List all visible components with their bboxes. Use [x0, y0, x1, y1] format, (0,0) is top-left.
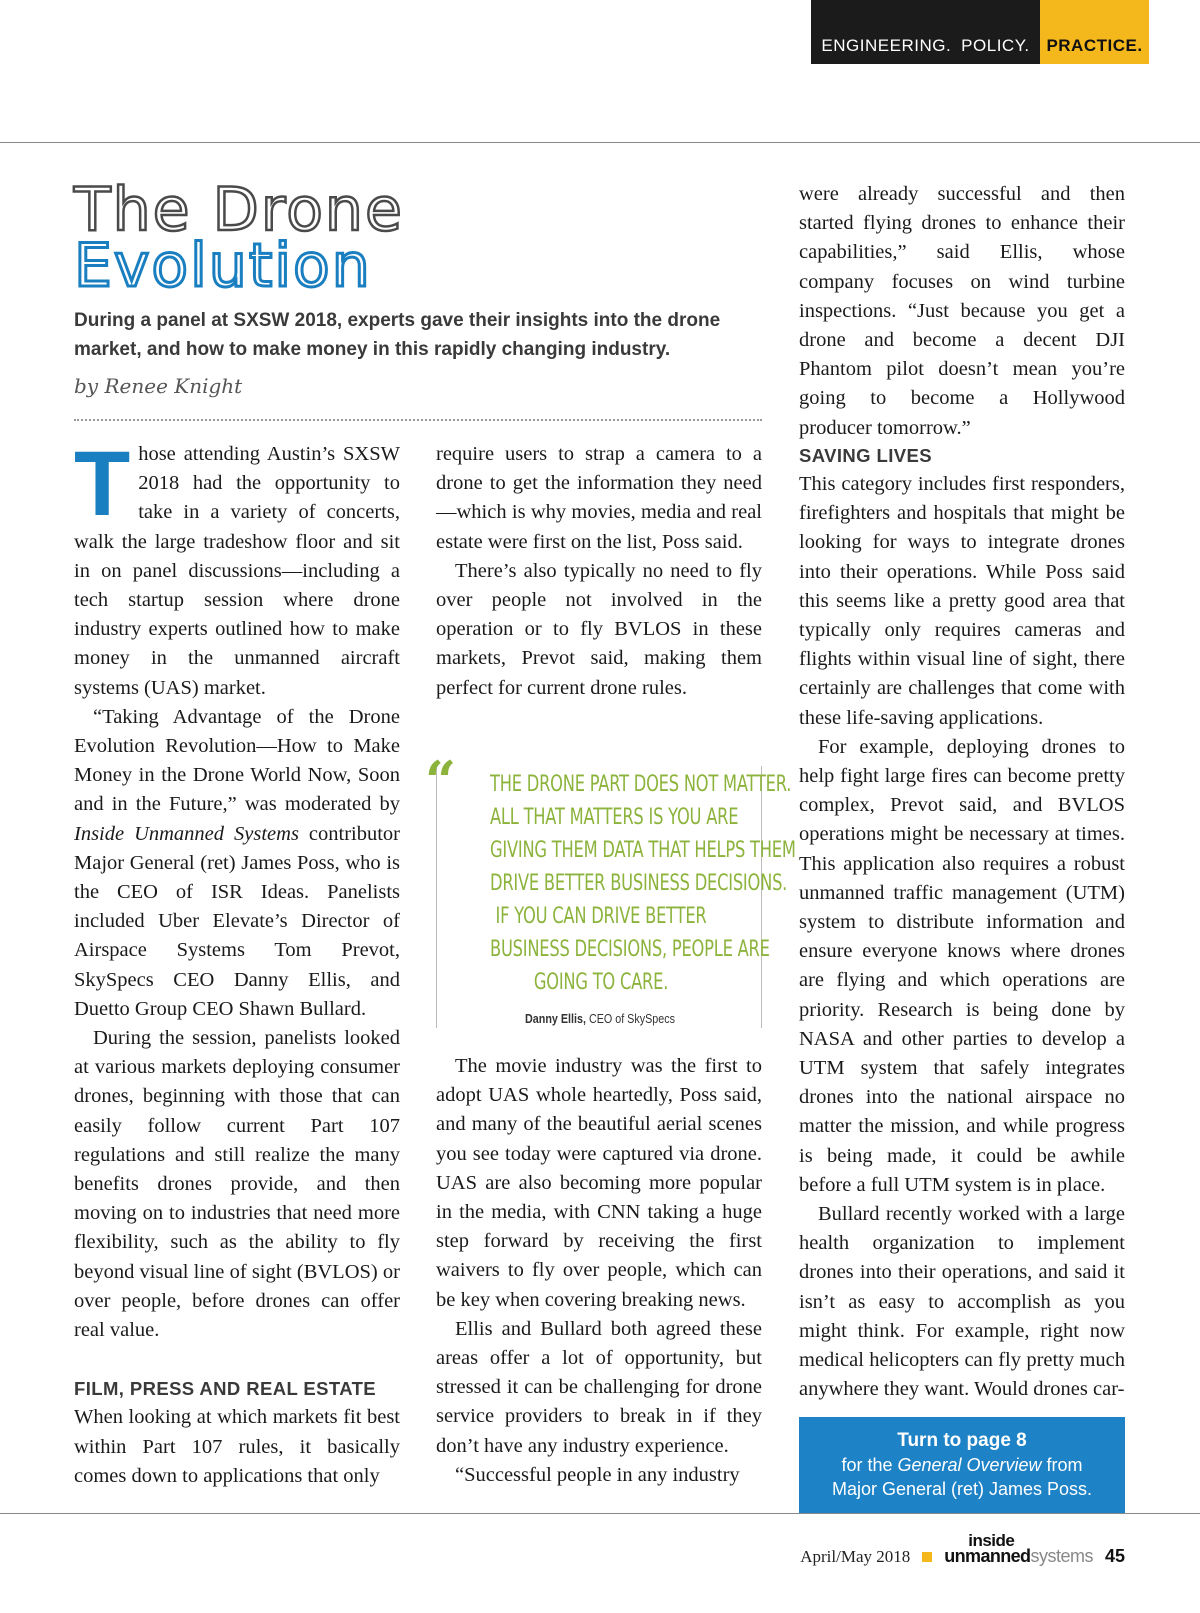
pull-quote-line: DRIVE BETTER BUSINESS DECISIONS. — [490, 871, 788, 896]
pull-quote-line: THE DRONE PART DOES NOT MATTER. — [490, 772, 792, 797]
heading-saving-lives: SAVING LIVES — [799, 445, 932, 466]
pull-quote-text — [490, 768, 796, 999]
top-rule — [0, 142, 1200, 143]
drop-cap: T — [74, 433, 131, 535]
quote-mark-icon: “ — [425, 749, 457, 813]
logo-inside: inside — [968, 1531, 1015, 1550]
dotted-divider — [74, 419, 762, 421]
paragraph-4: When looking at which markets fit best within Part 107 rules, it basically comes down to applications that only — [74, 1406, 400, 1487]
pull-quote — [425, 749, 796, 1028]
tb-italic: General Overview — [897, 1455, 1042, 1475]
pull-quote-line: GOING TO CARE. — [533, 970, 669, 995]
paragraph-8: “Successful people in any industry — [455, 1463, 740, 1486]
tb-post: from — [1041, 1455, 1083, 1475]
column-3-top — [799, 180, 1125, 443]
pull-quote-attribution — [460, 1012, 740, 1026]
paragraph-1 — [74, 433, 400, 703]
issue-date: April/May 2018 — [800, 1547, 911, 1566]
pull-quote-line: ALL THAT MATTERS IS YOU ARE — [490, 805, 739, 830]
article-deck: During a panel at SXSW 2018, experts gave their insights into the drone market, and how to make money in this rapidly changing industry. — [74, 310, 721, 360]
page-footer — [800, 1531, 1125, 1567]
tb-pre: for the — [841, 1455, 898, 1475]
paragraph-9: This category includes first responders, firefighters and hospitals that might be looking for ways to integrate drones into their operations. While Poss said this seems like a pretty good area that typically only requires cameras and flights within visual line of sight, there certainly are challenges that come with these life-saving applications. — [799, 473, 1125, 729]
paragraph-10: For example, deploying drones to help fight large fires can become pretty complex, Prevot said, and BVLOS operations might be necessary at times. This application also requires a robust unmanned traffic management (UTM) system to distribute information and ensure everyone knows where drones are flying and which operations are priority. Research is being done by NASA and other parties to develop a UTM system that safely integrates drones into the national airspace no matter the mission, and while progress is being made, it could be awhile before a full UTM system is in place. — [799, 735, 1125, 1196]
paragraph-2 — [74, 703, 400, 1024]
column-2-bottom — [436, 1052, 762, 1490]
paragraph-6: The movie industry was the first to adopt UAS whole heartedly, Poss said, and many of the beautiful aerial scenes you see today were captured via drone. UAS are also becoming more popular in the media, with CNN taking a huge step forward by receiving the first waivers to fly over people, which can be key when covering breaking news. — [436, 1055, 762, 1311]
paragraph-2-end: contributor Major General (ret) James Poss, who is the CEO of ISR Ideas. Panelists included Uber Elevate’s Director of Airspace Systems Tom Prevot, SkySpecs CEO Danny Ellis, and Duetto Group CEO Shawn Bullard. — [74, 822, 400, 1020]
byline: by Renee Knight — [74, 374, 243, 398]
column-3 — [799, 441, 1125, 1405]
page-number: 45 — [1104, 1546, 1125, 1566]
article-title — [74, 175, 404, 301]
banner-dark — [811, 0, 1040, 64]
paragraph-8-cont: were already successful and then started flying drones to enhance their capabilities,” said Ellis, whose company focuses on wind turbine inspections. “Just because you get a drone and become a decent DJI Phantom pilot doesn’t mean you’re going to become a Hollywood producer tomorrow.” — [799, 183, 1125, 439]
logo-unmanned: unmanned — [944, 1546, 1031, 1566]
pull-quote-line: BUSINESS DECISIONS, PEOPLE ARE — [490, 937, 770, 962]
heading-film-press: FILM, PRESS AND REAL ESTATE — [74, 1378, 377, 1400]
paragraph-5: There’s also typically no need to fly over people not involved in the operation or to fly BVLOS in these markets, Prevot said, making them perfect for current drone rules. — [436, 559, 762, 699]
attrib-name: Danny Ellis, — [525, 1012, 586, 1026]
logo-systems: systems — [1030, 1546, 1093, 1566]
section-banner — [811, 0, 1149, 64]
banner-practice: PRACTICE. — [1040, 0, 1149, 64]
column-2-top — [436, 440, 762, 703]
yellow-square-icon — [922, 1552, 932, 1562]
pull-quote-line: IF YOU CAN DRIVE BETTER — [495, 904, 707, 929]
banner-engineering: ENGINEERING. — [821, 36, 952, 55]
turn-to-page-line-2 — [799, 1453, 1125, 1477]
publication-name: Inside Unmanned Systems — [74, 822, 299, 845]
turn-to-page-line-3: Major General (ret) James Poss. — [831, 1479, 1093, 1499]
paragraph-3: During the session, panelists looked at various markets deploying consumer drones, beginning with those that can easily follow current Part 107 regulations and still realize the many benefits drones provide, and then moving on to industries that need more flexibility, such as the ability to fly beyond visual line of sight (BVLOS) or over people, before drones can offer real value. — [74, 1027, 400, 1342]
paragraph-2-start: “Taking Advantage of the Drone Evolution Revolution—How to Make Money in the Drone World Now, Soon and in the Future,” was moderated by — [74, 705, 400, 816]
paragraph-7: Ellis and Bullard both agreed these areas offer a lot of opportunity, but stressed it can be challenging for drone service providers to break in if they don’t have any industry experience. — [436, 1317, 762, 1457]
section-spacer — [74, 1345, 400, 1374]
paragraph-4-cont: require users to strap a camera to a drone to get the information they need—which is why movies, media and real estate were first on the list, Poss said. — [436, 443, 762, 553]
paragraph-1-text: hose attending Austin’s SXSW 2018 had the opportunity to take in a variety of concerts, walk the large tradeshow floor and sit in on panel discussions—including a tech startup session where drone industry experts outlined how to make money in the unmanned aircraft systems (UAS) market. — [74, 443, 400, 699]
bottom-rule — [0, 1513, 1200, 1514]
banner-policy: POLICY. — [961, 36, 1030, 55]
title-line-1: The Drone — [74, 175, 404, 245]
column-1 — [74, 433, 400, 1491]
paragraph-11: Bullard recently worked with a large health organization to implement drones into their operations, and said it isn’t as easy to accomplish as you might think. For example, right now medical helicopters can fly pretty much anywhere they want. Would drones car- — [799, 1203, 1125, 1401]
attrib-title: CEO of SkySpecs — [585, 1012, 675, 1026]
turn-to-page-box[interactable] — [799, 1417, 1125, 1513]
turn-to-page-label: Turn to page 8 — [897, 1430, 1027, 1451]
title-line-2: Evolution — [74, 231, 372, 301]
pull-quote-line: GIVING THEM DATA THAT HELPS THEM — [490, 838, 796, 863]
magazine-logo — [944, 1531, 1093, 1567]
